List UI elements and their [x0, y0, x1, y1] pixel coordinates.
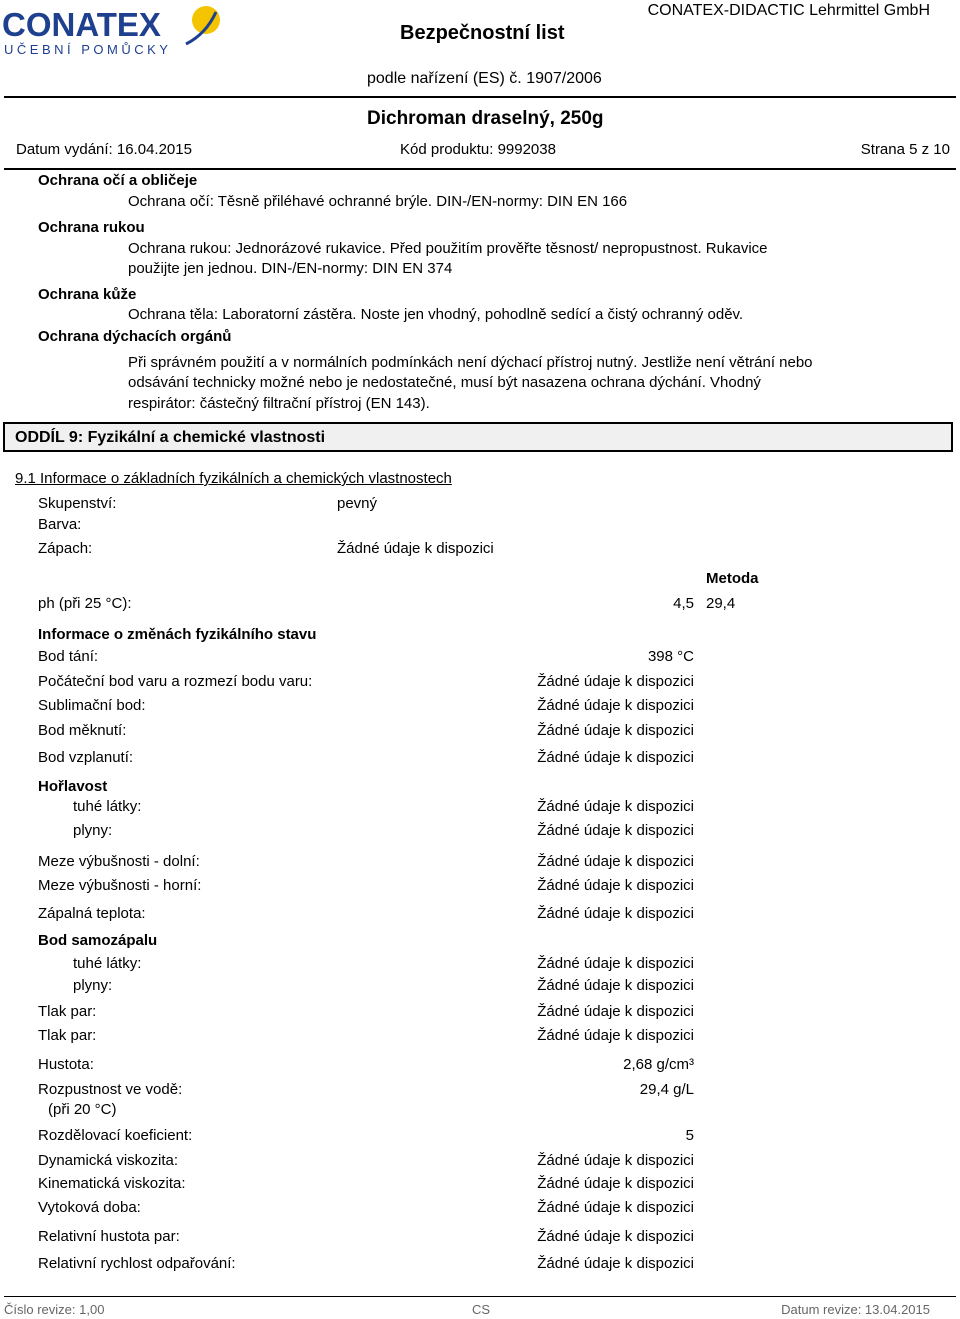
melting-value: 398 °C — [647, 648, 694, 665]
respiratory-text-1: Při správném použití a v normálních podmínkách není dýchací přístroj nutný. Jestliže není větrání nebo — [128, 354, 813, 371]
hand-protection-text-1: Ochrana rukou: Jednorázové rukavice. Před použitím prověřte těsnost/ nepropustnost. Rukavice — [128, 240, 768, 257]
vapor-pressure-value-2: Žádné údaje k dispozici — [537, 1027, 694, 1044]
ph-method: 29,4 — [706, 595, 736, 612]
solubility-label: Rozpustnost ve vodě: — [38, 1081, 183, 1098]
color-label: Barva: — [38, 516, 82, 533]
page-number: Strana 5 z 10 — [860, 141, 950, 158]
regulation: podle nařízení (ES) č. 1907/2006 — [367, 70, 602, 87]
dyn-visc-label: Dynamická viskozita: — [38, 1152, 179, 1169]
skin-protection-label: Ochrana kůže — [38, 286, 137, 303]
rel-evap-value: Žádné údaje k dispozici — [537, 1255, 694, 1272]
selfignition-header: Bod samozápalu — [38, 932, 158, 949]
si-solid-label: tuhé látky: — [73, 955, 142, 972]
rel-vapor-density-label: Relativní hustota par: — [38, 1228, 180, 1245]
state-value: pevný — [337, 495, 378, 512]
hand-protection-text-2: použijte jen jednou. DIN-/EN-normy: DIN EN 374 — [128, 260, 453, 277]
lel-label: Meze výbušnosti - dolní: — [38, 853, 200, 870]
sublimation-value: Žádné údaje k dispozici — [537, 697, 694, 714]
method-header: Metoda — [706, 570, 759, 587]
product-code: Kód produktu: 9992038 — [400, 141, 556, 158]
melting-label: Bod tání: — [38, 648, 99, 665]
kin-visc-value: Žádné údaje k dispozici — [537, 1175, 694, 1192]
company-logo — [2, 4, 224, 60]
revision-date: Datum revize: 13.04.2015 — [781, 1302, 930, 1317]
ignition-value: Žádné údaje k dispozici — [537, 905, 694, 922]
vapor-pressure-value-1: Žádné údaje k dispozici — [537, 1003, 694, 1020]
document-title: Bezpečnostní list — [400, 22, 565, 44]
flammability-header: Hořlavost — [38, 778, 108, 795]
svg-text:UČEBNÍ POMŮCKY: UČEBNÍ POMŮCKY — [4, 42, 172, 57]
flash-label: Bod vzplanutí: — [38, 749, 134, 766]
flam-gas-label: plyny: — [73, 822, 113, 839]
eye-protection-label: Ochrana očí a obličeje — [38, 172, 198, 189]
uel-value: Žádné údaje k dispozici — [537, 877, 694, 894]
solubility-condition: (při 20 °C) — [48, 1101, 117, 1118]
footer-line — [4, 1296, 956, 1297]
odor-value: Žádné údaje k dispozici — [337, 540, 494, 557]
respiratory-text-2: odsávání technicky možné nebo je nedostatečné, musí být nasazena ochrana dýchání. Vhodný — [128, 374, 761, 391]
ignition-label: Zápalná teplota: — [38, 905, 146, 922]
density-value: 2,68 g/cm³ — [623, 1056, 694, 1073]
dyn-visc-value: Žádné údaje k dispozici — [537, 1152, 694, 1169]
respiratory-protection-label: Ochrana dýchacích orgánů — [38, 328, 232, 345]
si-gas-label: plyny: — [73, 977, 113, 994]
product-name: Dichroman draselný, 250g — [367, 108, 604, 129]
skin-protection-text: Ochrana těla: Laboratorní zástěra. Noste jen vhodný, pohodlně sedící a čistý ochranný oděv. — [128, 306, 744, 323]
conatex-logo-icon — [2, 4, 224, 60]
partition-value: 5 — [685, 1127, 694, 1144]
hand-protection-label: Ochrana rukou — [38, 219, 145, 236]
state-label: Skupenství: — [38, 495, 117, 512]
company-name: CONATEX-DIDACTIC Lehrmittel GmbH — [647, 2, 930, 19]
revision-number: Číslo revize: 1,00 — [4, 1302, 105, 1317]
vapor-pressure-label-2: Tlak par: — [38, 1027, 97, 1044]
section-9-1-title: 9.1 Informace o základních fyzikálních a chemických vlastnostech — [15, 470, 452, 487]
uel-label: Meze výbušnosti - horní: — [38, 877, 202, 894]
rel-evap-label: Relativní rychlost odpařování: — [38, 1255, 236, 1272]
sublimation-label: Sublimační bod: — [38, 697, 146, 714]
flam-gas-value: Žádné údaje k dispozici — [537, 822, 694, 839]
boiling-value: Žádné údaje k dispozici — [537, 673, 694, 690]
ph-value: 4,5 — [673, 595, 694, 612]
kin-visc-label: Kinematická viskozita: — [38, 1175, 186, 1192]
boiling-label: Počáteční bod varu a rozmezí bodu varu: — [38, 673, 313, 690]
softening-value: Žádné údaje k dispozici — [537, 722, 694, 739]
flow-time-label: Vytoková doba: — [38, 1199, 141, 1216]
language-code: CS — [472, 1302, 491, 1317]
section-9-title: ODDÍL 9: Fyzikální a chemické vlastnosti — [15, 429, 326, 446]
solubility-value: 29,4 g/L — [639, 1081, 694, 1098]
flash-value: Žádné údaje k dispozici — [537, 749, 694, 766]
issue-date: Datum vydání: 16.04.2015 — [16, 141, 192, 158]
phys-change-header: Informace o změnách fyzikálního stavu — [38, 626, 317, 643]
si-gas-value: Žádné údaje k dispozici — [537, 977, 694, 994]
svg-text:CONATEX: CONATEX — [2, 6, 161, 43]
lel-value: Žádné údaje k dispozici — [537, 853, 694, 870]
si-solid-value: Žádné údaje k dispozici — [537, 955, 694, 972]
flam-solid-value: Žádné údaje k dispozici — [537, 798, 694, 815]
density-label: Hustota: — [38, 1056, 94, 1073]
flow-time-value: Žádné údaje k dispozici — [537, 1199, 694, 1216]
rel-vapor-density-value: Žádné údaje k dispozici — [537, 1228, 694, 1245]
respiratory-text-3: respirátor: částečný filtrační přístroj (EN 143). — [128, 395, 430, 412]
partition-label: Rozdělovací koeficient: — [38, 1127, 193, 1144]
odor-label: Zápach: — [38, 540, 93, 557]
vapor-pressure-label-1: Tlak par: — [38, 1003, 97, 1020]
flam-solid-label: tuhé látky: — [73, 798, 142, 815]
softening-label: Bod měknutí: — [38, 722, 127, 739]
ph-label: ph (při 25 °C): — [38, 595, 132, 612]
eye-protection-text: Ochrana očí: Těsně přiléhavé ochranné brýle. DIN-/EN-normy: DIN EN 166 — [128, 193, 628, 210]
